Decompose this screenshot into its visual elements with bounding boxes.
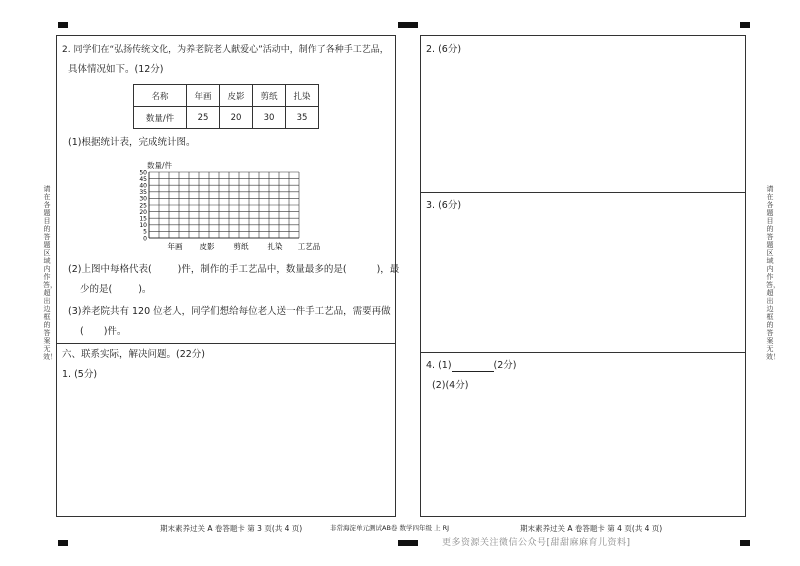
y-axis-label: 数量/件: [147, 161, 173, 170]
section-divider: [56, 343, 396, 344]
side-note-right: 请在各题目的答题区域内作答，超出边框的答案无效！: [766, 185, 780, 361]
y-tick-label: 30: [139, 195, 147, 203]
table-cell: 年画: [187, 85, 220, 107]
registration-mark: [398, 540, 408, 546]
x-category-label: 扎染: [267, 242, 283, 251]
q2-part2-c: )，最: [376, 264, 400, 275]
x-category-label: 皮影: [199, 242, 215, 251]
q2-intro: 2. 同学们在“弘扬传统文化，为养老院老人献爱心”活动中，制作了各种手工艺品，: [62, 45, 389, 55]
q1-label: 1. (5分): [62, 369, 98, 380]
x-category-label: 剪纸: [233, 242, 249, 251]
answer-divider: [420, 352, 746, 353]
q2-right-label: 2. (6分): [426, 44, 462, 55]
watermark: 更多资源关注微信公众号[甜甜麻麻育儿资料]: [442, 538, 631, 548]
q4-part2: (2)(4分): [432, 380, 469, 391]
y-tick-label: 5: [143, 228, 147, 236]
q2-part3-b: (: [80, 326, 84, 337]
q2-part3-line2: [80, 326, 126, 338]
registration-mark: [740, 540, 750, 546]
q4-part1-score: (2分): [493, 360, 517, 371]
answer-divider: [420, 192, 746, 193]
q2-part2-b: )件，制作的手工艺品中，数量最多的是(: [177, 264, 347, 275]
q2-part1: (1)根据统计表，完成统计图。: [68, 137, 196, 148]
table-cell: 剪纸: [253, 85, 286, 107]
side-note-left: 请在各题目的答题区域内作答，超出边框的答案无效！: [43, 185, 57, 361]
registration-mark: [58, 22, 68, 28]
table-cell: 名称: [134, 85, 187, 107]
q2-part2-a: (2)上图中每格代表(: [68, 264, 152, 275]
table-cell: 扎染: [286, 85, 319, 107]
registration-mark: [398, 22, 408, 28]
q4-part1: [426, 360, 517, 372]
y-tick-label: 35: [139, 189, 147, 197]
right-footer: 期末素养过关 A 卷答题卡 第 4 页(共 4 页): [520, 524, 663, 533]
left-footer: 期末素养过关 A 卷答题卡 第 3 页(共 4 页): [160, 524, 303, 533]
table-cell: 30: [253, 107, 286, 129]
q2-part2-e: )。: [138, 284, 152, 295]
q4-part1-label: 4. (1): [426, 360, 452, 371]
table-cell: 20: [220, 107, 253, 129]
table-cell: 数量/件: [134, 107, 187, 129]
q3-label: 3. (6分): [426, 200, 462, 211]
registration-mark: [58, 540, 68, 546]
y-tick-label: 50: [139, 169, 147, 177]
table-row: [134, 107, 319, 129]
y-tick-label: 20: [139, 208, 147, 216]
y-tick-label: 10: [139, 222, 147, 230]
center-footer: 非常海淀单元测试AB卷 数学四年级 上 RJ: [330, 524, 450, 532]
table-cell: 35: [286, 107, 319, 129]
right-answer-frame: [420, 35, 746, 517]
table-cell: 25: [187, 107, 220, 129]
y-tick-label: 25: [139, 202, 147, 210]
bar-chart-grid: [125, 158, 340, 256]
y-tick-label: 15: [139, 215, 147, 223]
stats-table: [133, 84, 319, 129]
q2-intro-line2: 具体情况如下。(12分): [68, 64, 164, 75]
section-6-heading: 六、联系实际，解决问题。(22分): [62, 349, 206, 360]
q2-part2-line1: [68, 264, 399, 276]
x-category-label: 年画: [167, 242, 183, 251]
registration-mark: [408, 22, 418, 28]
q2-part3-line1: (3)养老院共有 120 位老人，同学们想给每位老人送一件手工艺品，需要再做: [68, 306, 391, 317]
registration-mark: [740, 22, 750, 28]
q2-part3-c: )件。: [103, 326, 127, 337]
answer-blank[interactable]: [452, 362, 494, 372]
q2-part2-line2: [80, 284, 151, 296]
y-tick-label: 0: [143, 235, 147, 243]
y-tick-label: 45: [139, 175, 147, 183]
q2-part2-d: 少的是(: [80, 284, 113, 295]
table-header-row: [134, 85, 319, 107]
registration-mark: [408, 540, 418, 546]
table-cell: 皮影: [220, 85, 253, 107]
x-axis-label: 工艺品: [297, 242, 321, 251]
y-tick-label: 40: [139, 182, 147, 190]
